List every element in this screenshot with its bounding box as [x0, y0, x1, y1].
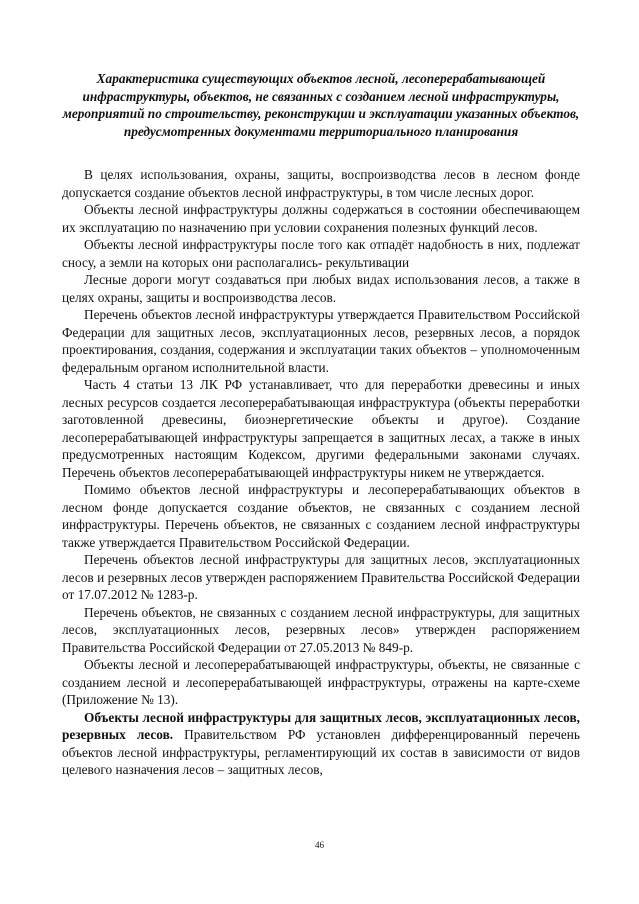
body-text: [62, 166, 580, 779]
paragraph-8: Перечень объектов лесной инфраструктуры для защитных лесов, эксплуатационных лесов и резервных лесов утвержден распоряжением Правительства Российской Федерации от 17.07.2012 № 1283-р.: [62, 552, 580, 602]
paragraph-2: Объекты лесной инфраструктуры должны содержаться в состоянии обеспечивающем их эксплуатацию по назначению при условии сохранения полезных функций лесов.: [62, 202, 580, 235]
paragraph-3: Объекты лесной инфраструктуры после того как отпадёт надобность в них, подлежат сносу, а земли на которых они располагались- рекультивации: [62, 237, 580, 270]
paragraph-5: Перечень объектов лесной инфраструктуры утверждается Правительством Российской Федерации для защитных лесов, эксплуатационных лесов, резервных лесов, а порядок проектирования, создания, содержания и эксплуатации таких объектов – уполномоченным федеральным органом исполнительной власти.: [62, 307, 580, 375]
paragraph-9: Перечень объектов, не связанных с созданием лесной инфраструктуры, для защитных лесов, эксплуатационных лесов, резервных лесов» утвержден распоряжением Правительства Российской Федерации от 27.05.2013 № 849-р.: [62, 604, 580, 655]
paragraph-7: Помимо объектов лесной инфраструктуры и лесоперерабатывающих объектов в лесном фонде допускается создание объектов, не связанных с созданием лесной инфраструктуры. Перечень объектов, не связанных с созданием лесной инфраструктуры также утверждается Правительством Российской Федерации.: [62, 482, 580, 550]
paragraph-11-bold-lead: Объекты лесной инфраструктуры для защитных лесов, эксплуатационных лесов, резервных лесов.: [62, 709, 580, 742]
paragraph-4: Лесные дороги могут создаваться при любых видах использования лесов, а также в целях охраны, защиты и воспроизводства лесов.: [62, 272, 580, 305]
paragraph-6: Часть 4 статьи 13 ЛК РФ устанавливает, что для переработки древесины и иных лесных ресурсов создается лесоперерабатывающая инфраструктура (объекты переработки заготовленной древесины, биоэнергетические объекты и другое). Создание лесоперерабатывающей инфраструктуры запрещается в защитных лесах, а также в иных предусмотренных настоящим Кодексом, другими федеральными законами случаях. Перечень объектов лесоперерабатывающей инфраструктуры никем не утверждается.: [62, 377, 580, 480]
paragraph-11: [62, 709, 580, 779]
section-title: Характеристика существующих объектов лесной, лесоперерабатывающей инфраструктуры, объектов, не связанных с созданием лесной инфраструктуры, мероприятий по строительству, реконструкции и эксплуатации указанных объектов, предусмотренных документами территориального планирования: [62, 71, 580, 139]
paragraph-10: Объекты лесной и лесоперерабатывающей инфраструктуры, объекты, не связанные с созданием лесной и лесоперерабатывающей инфраструктуры, отражены на карте-схеме (Приложение № 13).: [62, 657, 580, 707]
paragraph-11-text: Правительством РФ установлен дифференцированный перечень объектов лесной инфраструктуры, регламентирующий их состав в зависимости от видов целевого назначения лесов – защитных лесов,: [62, 727, 580, 777]
paragraph-1: В целях использования, охраны, защиты, воспроизводства лесов в лесном фонде допускается создание объектов лесной инфраструктуры, в том числе лесных дорог.: [62, 167, 580, 200]
page-number: 46: [315, 840, 324, 850]
